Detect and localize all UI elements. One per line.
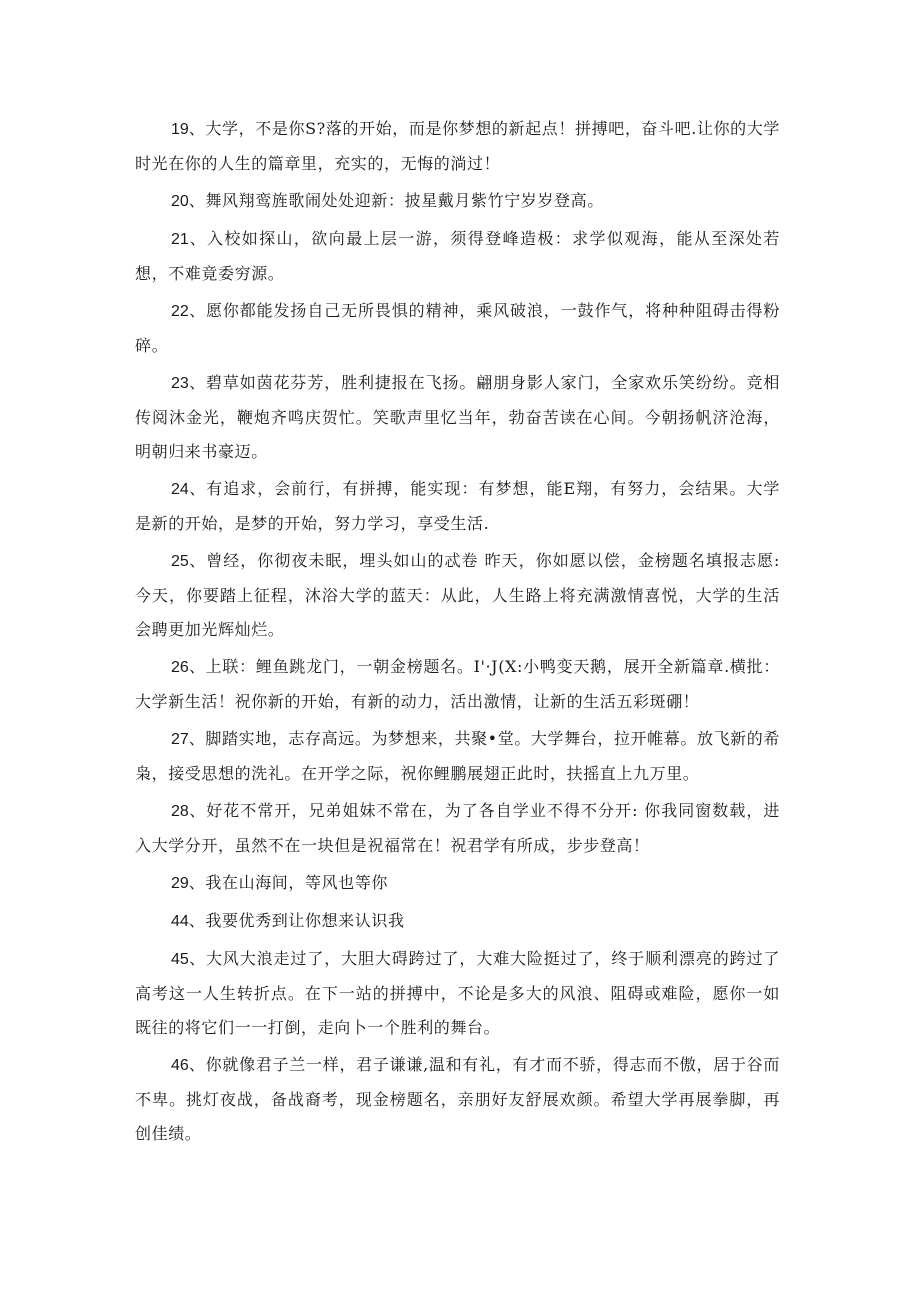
paragraph-number: 19 xyxy=(171,121,189,138)
paragraph-27 xyxy=(135,722,780,791)
paragraph-text: 、我在山海间，等风也等你 xyxy=(188,873,388,892)
paragraph-text: 、上联：鲤鱼跳龙门，一朝金榜题名。I'·J(X:小鸭变天鹅，展开全新篇章.横批：大学新生活！祝你新的开始，有新的动力，活出激情，让新的生活五彩斑硼！ xyxy=(135,657,780,711)
paragraph-number: 26 xyxy=(171,659,189,676)
document-body xyxy=(135,112,780,1154)
paragraph-number: 29 xyxy=(171,875,189,892)
paragraph-29 xyxy=(135,866,780,901)
paragraph-number: 45 xyxy=(171,951,189,968)
paragraph-26 xyxy=(135,650,780,719)
paragraph-number: 21 xyxy=(171,231,189,248)
paragraph-20 xyxy=(135,184,780,219)
paragraph-text: 、大风大浪走过了，大胆大碍跨过了，大难大险挺过了，终于顺利漂亮的跨过了高考这一人生转折点。在下一站的拼搏中，不论是多大的风浪、阻碍或难险，愿你一如既往的将它们一一打倒，走向卜一个胜利的舞台。 xyxy=(135,949,780,1037)
paragraph-24 xyxy=(135,472,780,541)
paragraph-number: 25 xyxy=(171,553,189,570)
paragraph-number: 23 xyxy=(171,375,189,392)
paragraph-number: 22 xyxy=(171,303,189,320)
paragraph-22 xyxy=(135,294,780,363)
paragraph-text: 、曾经，你彻夜未眠，埋头如山的忒卷 昨天，你如愿以偿，金榜题名填报志愿:今天，你要踏上征程，沐浴大学的蓝天：从此，人生路上将充满激情喜悦，大学的生活会聘更加光辉灿烂。 xyxy=(135,551,780,639)
paragraph-28 xyxy=(135,794,780,863)
paragraph-number: 24 xyxy=(171,481,189,498)
paragraph-25 xyxy=(135,544,780,647)
paragraph-19 xyxy=(135,112,780,181)
paragraph-21 xyxy=(135,222,780,291)
paragraph-45 xyxy=(135,942,780,1045)
paragraph-number: 28 xyxy=(171,803,189,820)
paragraph-number: 20 xyxy=(171,193,189,210)
paragraph-text: 、愿你都能发扬自己无所畏惧的精神，乘风破浪，一鼓作气，将种种阻碍击得粉碎。 xyxy=(135,301,780,355)
paragraph-text: 、大学，不是你S?落的开始，而是你梦想的新起点！拼搏吧，奋斗吧.让你的大学时光在你的人生的篇章里，充实的，无悔的淌过！ xyxy=(135,119,780,173)
paragraph-44 xyxy=(135,904,780,939)
paragraph-46 xyxy=(135,1048,780,1151)
paragraph-text: 、碧草如茵花芬芳，胜利捷报在飞扬。翩朋身影人家门，全家欢乐笑纷纷。竞相传阅沐金光，鞭炮齐鸣庆贺忙。笑歌声里忆当年，勃奋苦读在心间。今朝扬帆济沧海，明朝归来书豪迈。 xyxy=(135,373,780,461)
paragraph-text: 、你就像君子兰一样，君子谦谦,温和有礼，有才而不骄，得志而不傲，居于谷而不卑。挑灯夜战，备战裔考，现金榜题名，亲朋好友舒展欢颜。希望大学再展拳脚，再创佳绩。 xyxy=(135,1055,780,1143)
paragraph-text: 、舞风翔鸾旌歌闹处处迎新：披星戴月紫竹宁岁岁登高。 xyxy=(188,191,604,210)
paragraph-text: 、入校如探山，欲向最上层一游，须得登峰造极：求学似观海，能从至深处若想，不难竟委穷源。 xyxy=(135,229,780,283)
paragraph-23 xyxy=(135,366,780,469)
paragraph-text: 、有追求，会前行，有拼搏，能实现：有梦想，能E翔，有努力，会结果。大学是新的开始，是梦的开始，努力学习，享受生活. xyxy=(135,479,780,533)
paragraph-number: 46 xyxy=(171,1057,189,1074)
paragraph-number: 27 xyxy=(171,731,189,748)
paragraph-text: 、好花不常开，兄弟姐妹不常在，为了各自学业不得不分开: 你我同窗数载，进入大学分开，虽然不在一块但是祝福常在！祝君学有所成，步步登高！ xyxy=(135,801,780,855)
paragraph-text: 、脚踏实地，志存高远。为梦想来，共聚•堂。大学舞台，拉开帷幕。放飞新的希枭，接受思想的洗礼。在开学之际，祝你鲤鹏展翅正此时，扶摇直上九万里。 xyxy=(135,729,780,783)
paragraph-number: 44 xyxy=(171,913,189,930)
paragraph-text: 、我要优秀到让你想来认识我 xyxy=(188,911,405,930)
